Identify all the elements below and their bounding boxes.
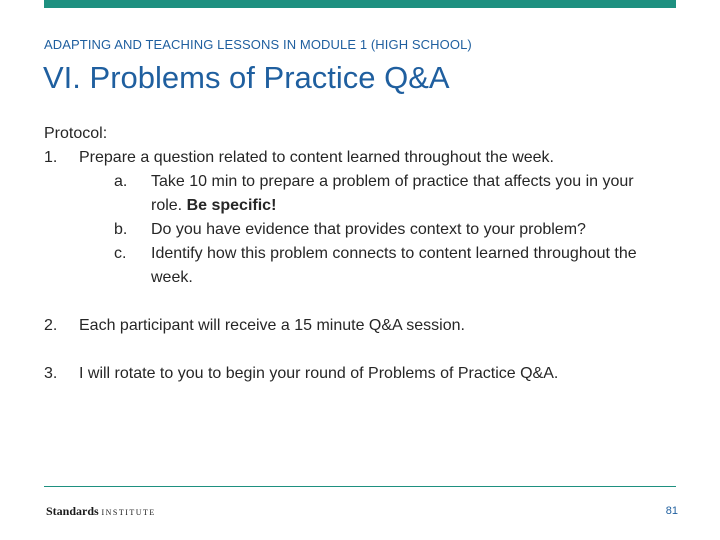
list-item-3 (44, 362, 644, 386)
footer-divider (44, 486, 676, 487)
sub-item-b (44, 218, 644, 242)
standards-institute-logo (46, 504, 156, 519)
item-text: I will rotate to you to begin your round of Problems of Practice Q&A. (79, 365, 559, 382)
item-number: 3. (44, 365, 58, 382)
top-accent-bar (44, 0, 676, 8)
sub-item-letter: a. (114, 173, 128, 190)
module-eyebrow: ADAPTING AND TEACHING LESSONS IN MODULE 1 (HIGH SCHOOL) (44, 37, 472, 52)
logo-wordmark-strong: Standards (46, 504, 99, 518)
slide-body (44, 122, 644, 386)
item-number: 1. (44, 149, 58, 166)
list-item-2 (44, 314, 644, 338)
protocol-label: Protocol: (44, 125, 108, 142)
slide-title: VI. Problems of Practice Q&A (43, 60, 450, 95)
sub-item-emphasis: Be specific! (186, 197, 277, 214)
list-spacer (44, 338, 644, 362)
sub-item-c (44, 242, 644, 290)
item-text: Prepare a question related to content learned throughout the week. (79, 149, 554, 166)
list-item-1 (44, 146, 644, 170)
list-spacer (44, 290, 644, 314)
sub-item-a (44, 170, 644, 218)
sub-item-text: Identify how this problem connects to content learned throughout the week. (151, 245, 637, 286)
page-number: 81 (665, 505, 678, 517)
item-number: 2. (44, 317, 58, 334)
logo-wordmark-thin: INSTITUTE (101, 508, 156, 517)
item-text: Each participant will receive a 15 minute Q&A session. (79, 317, 465, 334)
sub-item-text: Do you have evidence that provides context to your problem? (151, 221, 586, 238)
sub-item-letter: c. (114, 245, 127, 262)
sub-item-letter: b. (114, 221, 128, 238)
sub-item-text: Take 10 min to prepare a problem of practice that affects you in your role. (151, 173, 634, 214)
